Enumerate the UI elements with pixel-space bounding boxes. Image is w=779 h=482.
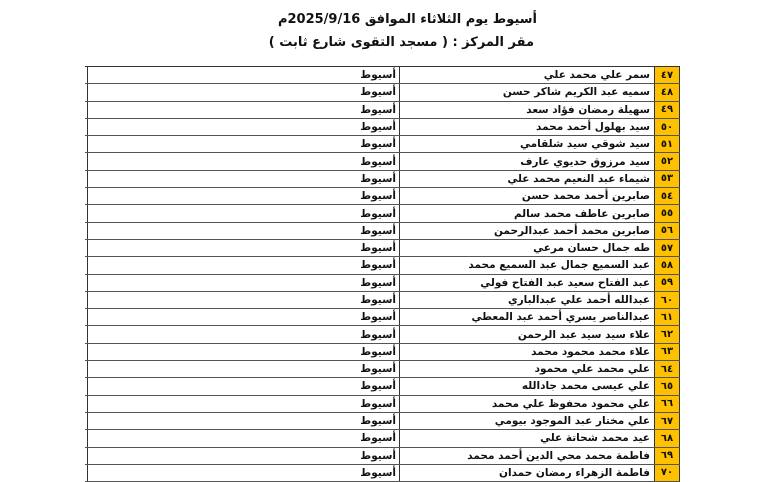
row-number-cell: ٦٢ — [654, 326, 680, 342]
city-cell: أسيوط — [87, 257, 399, 273]
city-cell: أسيوط — [87, 344, 399, 360]
row-number-cell: ٥٥ — [654, 205, 680, 221]
city-cell: أسيوط — [87, 240, 399, 256]
table-row — [85, 275, 680, 292]
table-row — [85, 153, 680, 170]
city-cell: أسيوط — [87, 188, 399, 204]
table-row — [85, 465, 680, 482]
row-number-cell: ٥٨ — [654, 257, 680, 273]
table-row — [85, 205, 680, 222]
table-row — [85, 188, 680, 205]
person-name-cell: عبد الفتاح سعيد عبد الفتاح فولي — [399, 275, 654, 291]
person-name-cell: سميه عبد الكريم شاكر حسن — [399, 84, 654, 100]
city-cell: أسيوط — [87, 292, 399, 308]
city-cell: أسيوط — [87, 361, 399, 377]
person-name-cell: صابرين محمد أحمد عبدالرحمن — [399, 223, 654, 239]
person-name-cell: عيد محمد شحاتة علي — [399, 430, 654, 446]
row-number-cell: ٦١ — [654, 309, 680, 325]
person-name-cell: شيماء عبد النعيم محمد علي — [399, 171, 654, 187]
row-number-cell: ٦٩ — [654, 448, 680, 464]
row-number-cell: ٧٠ — [654, 465, 680, 481]
city-cell: أسيوط — [87, 275, 399, 291]
header-location-line: مقر المركز : ( مسجد التقوى شارع ثابت ) — [268, 35, 534, 50]
table-row — [85, 448, 680, 465]
city-cell: أسيوط — [87, 430, 399, 446]
table-row — [85, 378, 680, 395]
row-number-cell: ٦٠ — [654, 292, 680, 308]
person-name-cell: سيد شوقي سيد شلقامي — [399, 136, 654, 152]
city-cell: أسيوط — [87, 309, 399, 325]
city-cell: أسيوط — [87, 413, 399, 429]
row-number-cell: ٤٧ — [654, 67, 680, 83]
table-row — [85, 223, 680, 240]
table-row — [85, 309, 680, 326]
person-name-cell: عبدالناصر يسري أحمد عبد المعطي — [399, 309, 654, 325]
city-cell: أسيوط — [87, 448, 399, 464]
table-row — [85, 136, 680, 153]
city-cell: أسيوط — [87, 396, 399, 412]
city-cell: أسيوط — [87, 119, 399, 135]
person-name-cell: سهيلة رمضان فؤاد سعد — [399, 102, 654, 118]
person-name-cell: علي محمود محفوظ علي محمد — [399, 396, 654, 412]
table-row — [85, 413, 680, 430]
header-date-line: أسيوط يوم الثلاثاء الموافق 2025/9/16م — [277, 12, 537, 27]
row-number-cell: ٦٧ — [654, 413, 680, 429]
row-number-cell: ٤٨ — [654, 84, 680, 100]
city-cell: أسيوط — [87, 223, 399, 239]
city-cell: أسيوط — [87, 102, 399, 118]
row-number-cell: ٥٧ — [654, 240, 680, 256]
row-number-cell: ٥٢ — [654, 153, 680, 169]
row-number-cell: ٦٥ — [654, 378, 680, 394]
person-name-cell: علاء محمد محمود محمد — [399, 344, 654, 360]
person-name-cell: علي مختار عبد الموجود بيومي — [399, 413, 654, 429]
city-cell: أسيوط — [87, 171, 399, 187]
person-name-cell: علي محمد علي محمود — [399, 361, 654, 377]
table-row — [85, 396, 680, 413]
person-name-cell: سيد مرزوق حديوي عارف — [399, 153, 654, 169]
table-row — [85, 84, 680, 101]
row-number-cell: ٥٩ — [654, 275, 680, 291]
table-row — [85, 171, 680, 188]
row-number-cell: ٦٦ — [654, 396, 680, 412]
person-name-cell: سمر علي محمد علي — [399, 67, 654, 83]
city-cell: أسيوط — [87, 84, 399, 100]
table-row — [85, 326, 680, 343]
table-row — [85, 257, 680, 274]
row-number-cell: ٥٤ — [654, 188, 680, 204]
names-table — [85, 66, 680, 482]
person-name-cell: عبد السميع جمال عبد السميع محمد — [399, 257, 654, 273]
city-cell: أسيوط — [87, 136, 399, 152]
person-name-cell: سيد بهلول أحمد محمد — [399, 119, 654, 135]
city-cell: أسيوط — [87, 326, 399, 342]
table-row — [85, 67, 680, 84]
row-number-cell: ٦٤ — [654, 361, 680, 377]
person-name-cell: عبدالله أحمد علي عبدالباري — [399, 292, 654, 308]
table-row — [85, 361, 680, 378]
city-cell: أسيوط — [87, 67, 399, 83]
person-name-cell: علاء سيد سيد عبد الرحمن — [399, 326, 654, 342]
city-cell: أسيوط — [87, 465, 399, 481]
row-number-cell: ٤٩ — [654, 102, 680, 118]
person-name-cell: طه جمال حسان مرعي — [399, 240, 654, 256]
table-row — [85, 102, 680, 119]
person-name-cell: علي عيسى محمد جادالله — [399, 378, 654, 394]
person-name-cell: صابرين عاطف محمد سالم — [399, 205, 654, 221]
table-row — [85, 292, 680, 309]
table-row — [85, 119, 680, 136]
table-row — [85, 240, 680, 257]
row-number-cell: ٥٠ — [654, 119, 680, 135]
table-row — [85, 344, 680, 361]
person-name-cell: فاطمة محمد محي الدين أحمد محمد — [399, 448, 654, 464]
row-number-cell: ٥٦ — [654, 223, 680, 239]
row-number-cell: ٦٨ — [654, 430, 680, 446]
person-name-cell: فاطمة الزهراء رمضان حمدان — [399, 465, 654, 481]
row-number-cell: ٥١ — [654, 136, 680, 152]
row-number-cell: ٥٣ — [654, 171, 680, 187]
person-name-cell: صابرين أحمد محمد حسن — [399, 188, 654, 204]
row-number-cell: ٦٣ — [654, 344, 680, 360]
city-cell: أسيوط — [87, 378, 399, 394]
city-cell: أسيوط — [87, 153, 399, 169]
city-cell: أسيوط — [87, 205, 399, 221]
